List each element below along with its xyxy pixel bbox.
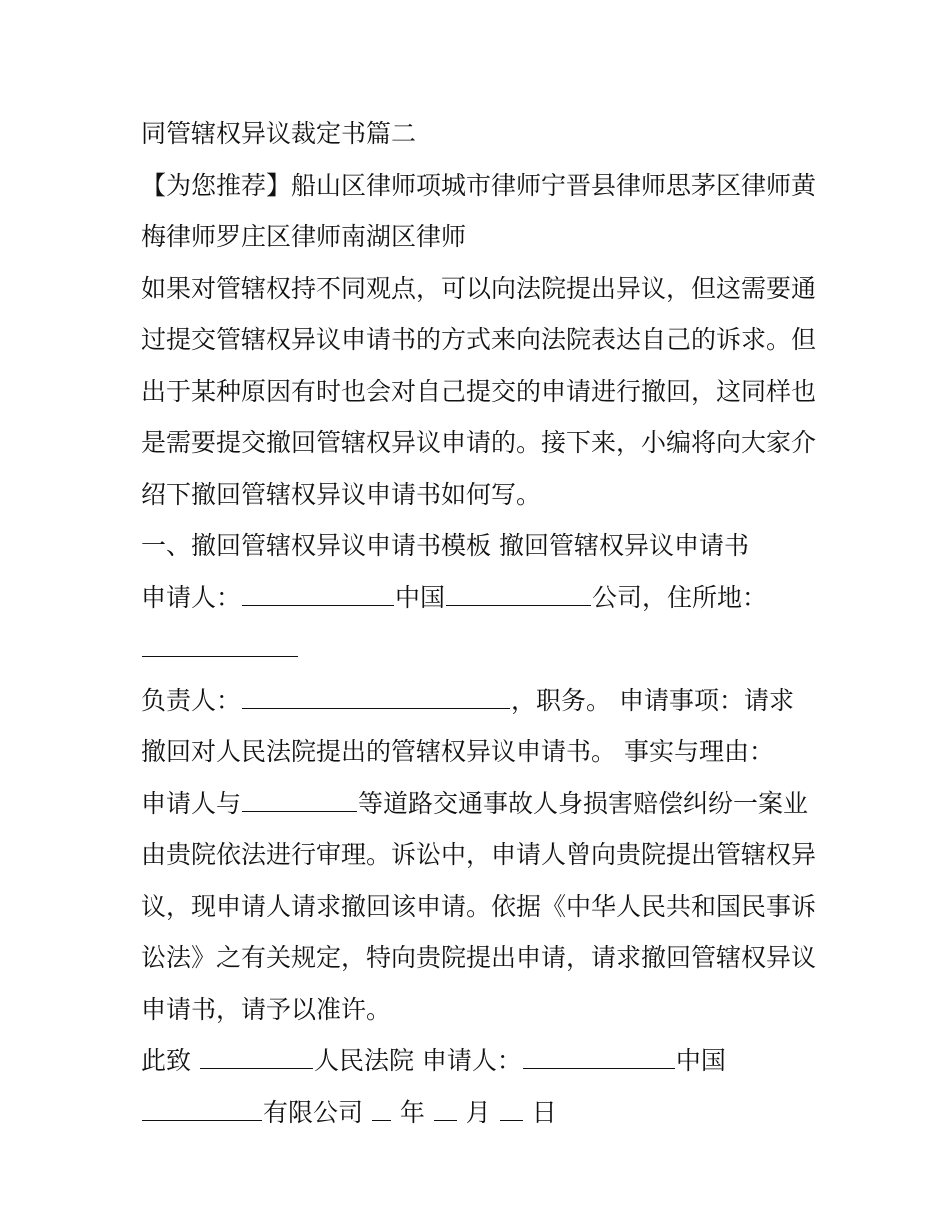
document-body — [141, 108, 817, 1138]
facts-line-2: 由贵院依法进行审理。诉讼中，申请人曾向贵院提出管辖权异 — [141, 840, 817, 869]
day-blank — [500, 1100, 523, 1121]
facts-line-4: 讼法》之有关规定，特向贵院提出申请，请求撤回管辖权异议 — [141, 943, 817, 972]
applicant-line — [141, 572, 813, 624]
court-blank — [200, 1048, 313, 1069]
facts-rest: 等道路交通事故人身损害赔偿纠纷一案业 — [358, 788, 809, 818]
year-blank — [372, 1100, 391, 1121]
matter-line-2: 撤回对人民法院提出的管辖权异议申请书。 事实与理由： — [141, 737, 774, 766]
facts-party-blank — [242, 791, 357, 812]
responsible-tail-text: ，职务。 申请事项：请求 — [511, 685, 794, 715]
facts-line-5: 申请书，请予以准许。 — [141, 994, 392, 1024]
facts-line-1 — [141, 778, 813, 830]
responsible-name-blank — [242, 688, 510, 709]
closing-day-text: 日 — [523, 1097, 557, 1127]
intro-line-2: 过提交管辖权异议申请书的方式来向法院表达自己的诉求。但 — [141, 325, 817, 354]
facts-prefix: 申请人与 — [141, 788, 242, 818]
applicant-tail-text: 公司，住所地： — [592, 582, 768, 612]
facts-line-3: 议，现申请人请求撤回该申请。依据《中华人民共和国民事诉 — [141, 891, 817, 921]
applicant-name-blank — [242, 585, 394, 606]
intro-line-5: 绍下撤回管辖权异议申请书如何写。 — [141, 479, 542, 509]
intro-line-4: 是需要提交撤回管辖权异议申请的。接下来，小编将向大家介 — [141, 428, 817, 457]
closing-line-2 — [141, 1087, 813, 1139]
recommend-line-2: 梅律师罗庄区律师南湖区律师 — [141, 222, 467, 251]
company-blank — [142, 1100, 262, 1121]
intro-line-3: 出于某种原因有时也会对自己提交的申请进行撤回，这同样也 — [141, 376, 817, 406]
section-heading: 一、撤回管辖权异议申请书模板 撤回管辖权异议申请书 — [141, 531, 749, 560]
closing-year-text: 年 — [391, 1097, 433, 1127]
month-blank — [434, 1100, 457, 1121]
closing-month-text: 月 — [457, 1097, 499, 1127]
applicant-mid-text: 中国 — [395, 582, 446, 612]
closing-company-text: 有限公司 — [263, 1097, 371, 1127]
recommend-line-1: 【为您推荐】船山区律师项城市律师宁晋县律师思茅区律师黄 — [141, 170, 817, 200]
applicant-label: 申请人： — [141, 582, 242, 612]
responsible-line — [141, 675, 813, 727]
closing-to: 此致 — [141, 1046, 199, 1075]
address-blank — [142, 636, 298, 657]
document-title: 同管辖权异议裁定书篇二 — [141, 119, 417, 148]
responsible-label: 负责人： — [141, 685, 242, 715]
closing-country-text: 中国 — [675, 1046, 726, 1075]
applicant-company-blank — [446, 585, 591, 606]
address-line — [141, 623, 813, 675]
closing-court-text: 人民法院 申请人： — [313, 1046, 522, 1075]
intro-line-1: 如果对管辖权持不同观点，可以向法院提出异议，但这需要通 — [141, 273, 817, 303]
closing-applicant-blank — [523, 1048, 675, 1069]
closing-line-1 — [141, 1035, 813, 1087]
